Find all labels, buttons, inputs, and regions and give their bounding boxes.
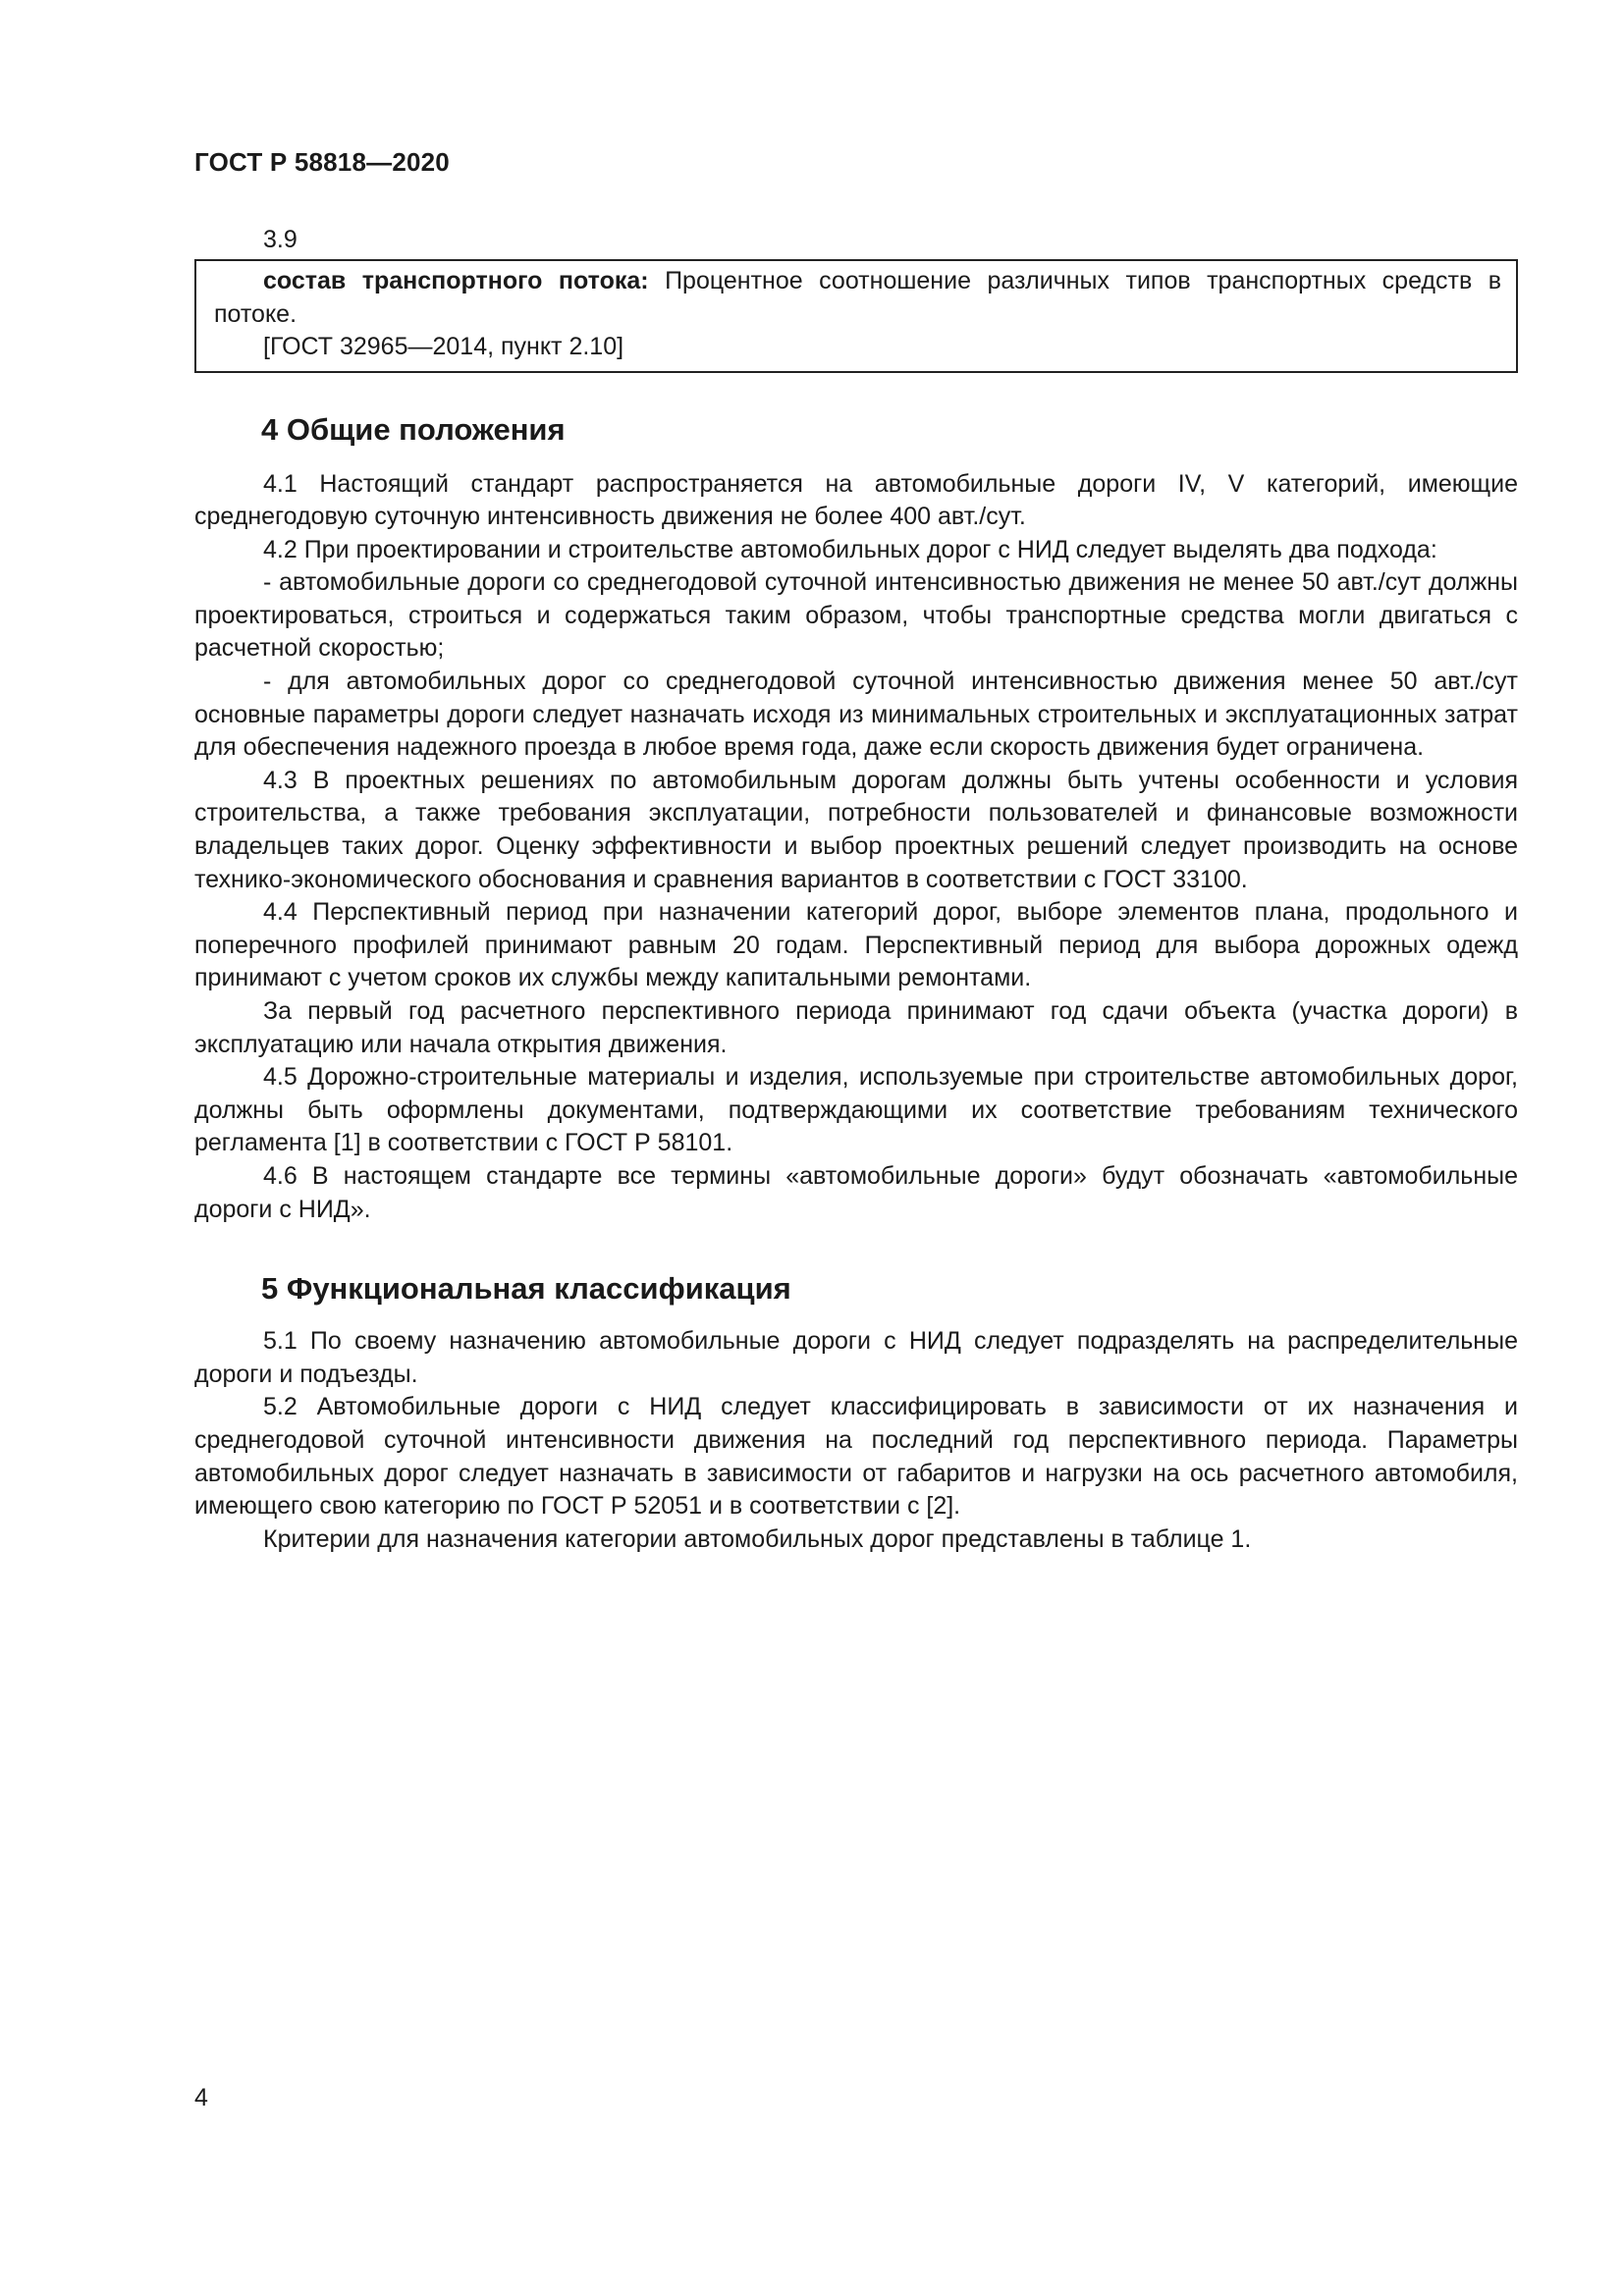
paragraph-4-3: 4.3 В проектных решениях по автомобильным дорогам должны быть учтены особенности и условия строительства, а также требования эксплуатации, потребности пользователей и финансовые возможности владельцев таких дорог. Оценку эффективности и выбор проектных решений следует производить на основе технико-экономического обоснования и сравнения вариантов в соответствии с ГОСТ 33100.	[194, 766, 1518, 893]
paragraph-5-2: 5.2 Автомобильные дороги с НИД следует классифицировать в зависимости от их назначения и среднегодовой суточной интенсивности движения на последний год перспективного периода. Параметры автомобильных дорог следует назначать в зависимости от габаритов и нагрузки на ось расчетного автомобиля, имеющего свою категорию по ГОСТ Р 52051 и в соответствии с [2].	[194, 1393, 1518, 1521]
paragraph-5-1: 5.1 По своему назначению автомобильные дороги с НИД следует подразделять на распределительные дороги и подъезды.	[194, 1327, 1518, 1388]
term-definition	[214, 265, 1501, 331]
paragraph-4-2-item-1: - автомобильные дороги со среднегодовой суточной интенсивностью движения не менее 50 авт./сут должны проектироваться, строиться и содержаться таким образом, чтобы транспортные средства могли двигаться с расчетной скоростью;	[194, 568, 1518, 663]
term-number: 3.9	[263, 226, 298, 253]
term-name: состав транспортного потока:	[263, 267, 649, 294]
term-source: [ГОСТ 32965—2014, пункт 2.10]	[263, 333, 624, 360]
paragraph-4-4-cont: За первый год расчетного перспективного периода принимают год сдачи объекта (участка дороги) в эксплуатацию или начала открытия движения.	[194, 997, 1518, 1058]
term-definition-text: Процентное соотношение различных типов транспортных средств в потоке.	[214, 267, 1502, 328]
document-body	[194, 224, 1518, 1556]
section-title: 4 Общие положения	[261, 411, 566, 447]
document-header: ГОСТ Р 58818—2020	[194, 147, 450, 177]
term-definition-box	[194, 259, 1518, 373]
paragraph-4-1: 4.1 Настоящий стандарт распространяется на автомобильные дороги IV, V категорий, имеющие среднегодовую суточную интенсивность движения не более 400 авт./сут.	[194, 469, 1518, 531]
paragraph-4-2-item-2: - для автомобильных дорог со среднегодовой суточной интенсивностью движения менее 50 авт./сут основные параметры дороги следует назначать исходя из минимальных строительных и эксплуатационных затрат для обеспечения надежного проезда в любое время года, даже если скорость движения будет ограничена.	[194, 667, 1518, 762]
paragraph-5-2-cont: Критерии для назначения категории автомобильных дорог представлены в таблице 1.	[263, 1524, 1252, 1553]
paragraph-4-4: 4.4 Перспективный период при назначении категорий дорог, выборе элементов плана, продольного и поперечного профилей принимают равным 20 годам. Перспективный период для выбора дорожных одежд принимают с учетом сроков их службы между капитальными ремонтами.	[194, 898, 1518, 992]
section-title: 5 Функциональная классификация	[261, 1271, 791, 1307]
paragraph-4-5: 4.5 Дорожно-строительные материалы и изделия, используемые при строительстве автомобильных дорог, должны быть оформлены документами, подтверждающими их соответствие требованиям технического регламента [1] в соответствии с ГОСТ Р 58101.	[194, 1063, 1518, 1157]
paragraph-4-2: 4.2 При проектировании и строительстве автомобильных дорог с НИД следует выделять два подхода:	[263, 535, 1437, 563]
page-number: 4	[194, 2084, 208, 2111]
paragraph-4-6: 4.6 В настоящем стандарте все термины «автомобильные дороги» будут обозначать «автомобильные дороги с НИД».	[194, 1161, 1518, 1223]
